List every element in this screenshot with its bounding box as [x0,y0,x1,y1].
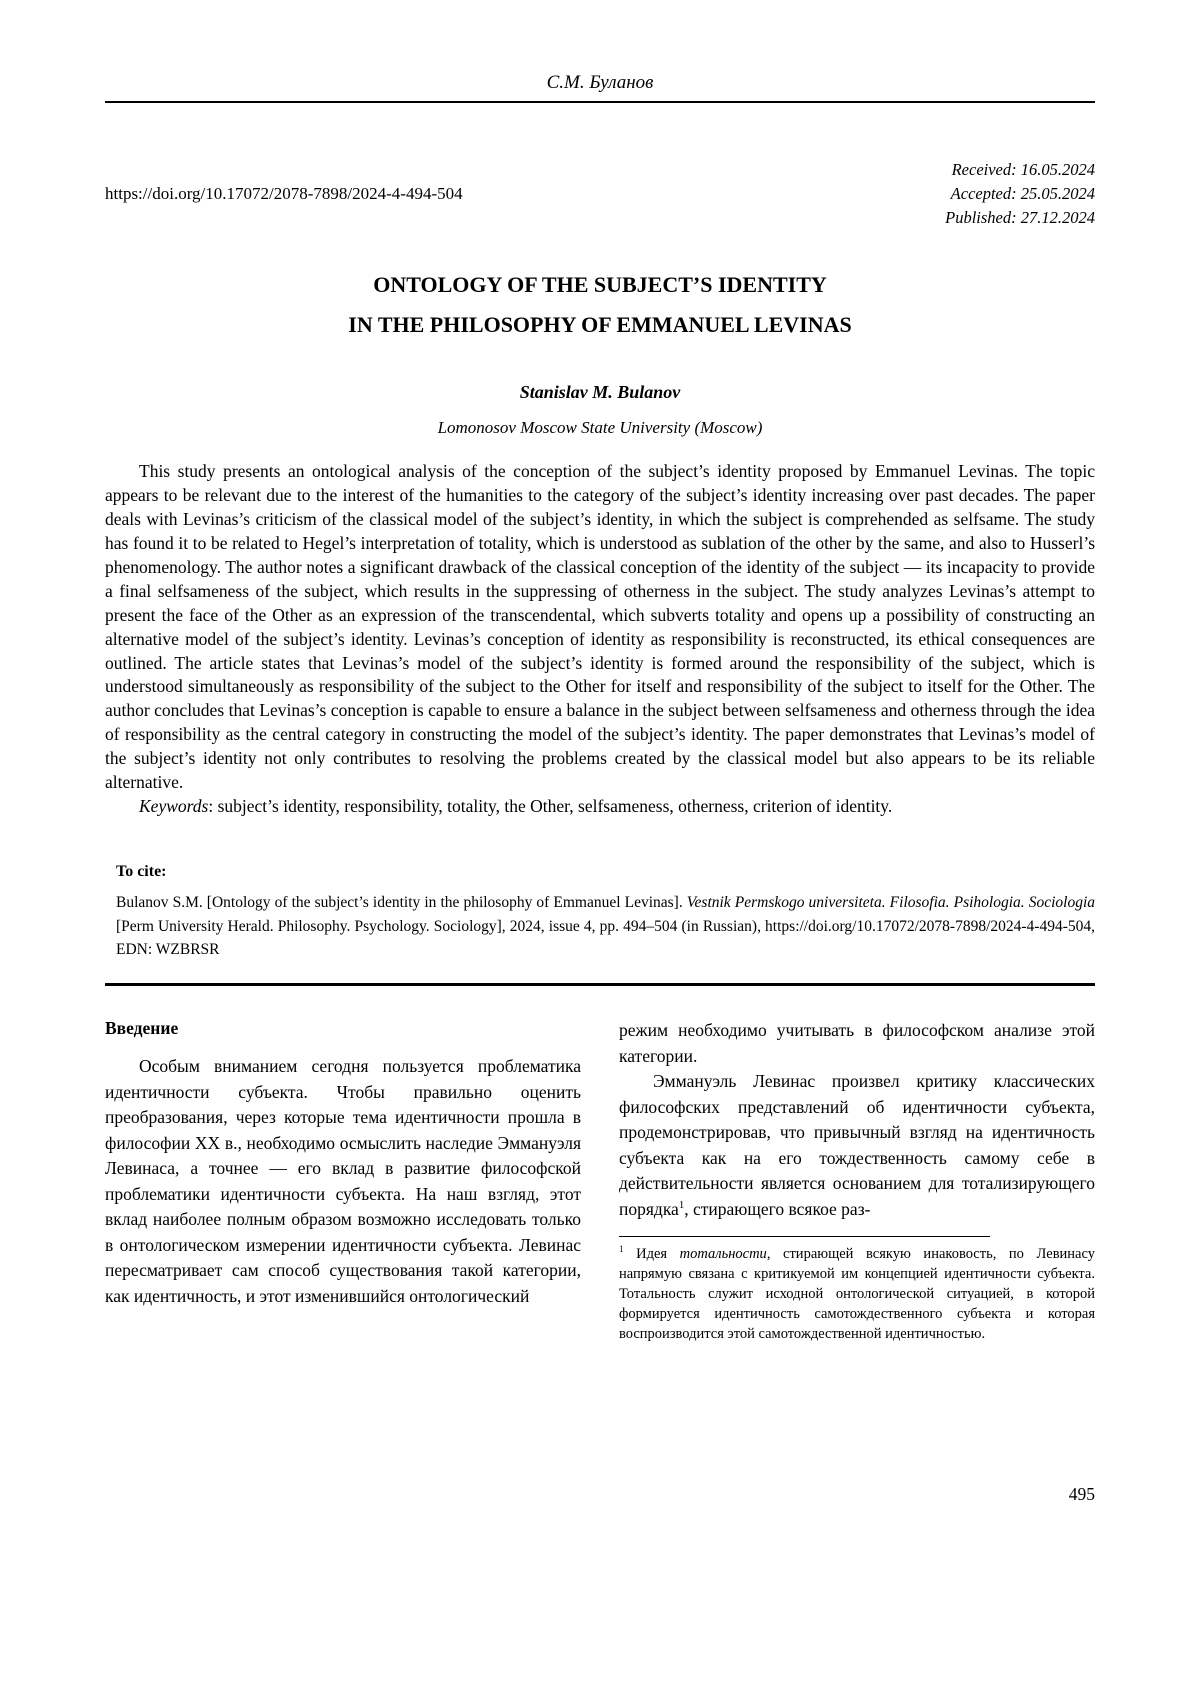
two-column-body [105,1018,1095,1344]
title-line-2: IN THE PHILOSOPHY OF EMMANUEL LEVINAS [348,311,852,337]
running-head-author: С.М. Буланов [546,72,654,93]
author-affiliation: Lomonosov Moscow State University (Moscow) [437,417,763,437]
title-line-1: ONTOLOGY OF THE SUBJECT’S IDENTITY [373,271,827,297]
article-meta [105,158,1095,230]
running-head [105,72,1095,103]
page-number: 495 [1068,1484,1095,1504]
footnote-1-italic-term: тотальности [679,1246,767,1263]
author-name: Stanislav M. Bulanov [519,381,681,402]
footnote-reference-1: 1 [678,1199,685,1212]
citation-journal-name: Vestnik Permskogo universiteta. Filosofia. Psihologia. Sociologia [686,894,1096,912]
keywords-line [105,795,1095,819]
keywords-label: Keywords [139,796,209,817]
accepted-date: Accepted: 25.05.2024 [950,183,1095,203]
right-column [619,1018,1095,1344]
intro-paragraph-1: Особым вниманием сегодня пользуется проблематика идентичности субъекта. Чтобы правильно оценить преобразования, через которые тема идентичности прошла в философии XX в., необходимо осмыслить наследие Эммануэля Левинаса, а точнее — его вклад в развитие философской проблематики идентичности субъекта. На наш взгляд, этот вклад наиболее полным образом возможно исследовать только в онтологическом измерении идентичности субъекта. Левинас пересматривает сам способ существования такой категории, как идентичность, и этот изменившийся онтологический [105,1056,581,1306]
left-column [105,1018,581,1344]
abstract-text: This study presents an ontological analysis of the conception of the subject’s identity proposed by Emmanuel Levinas. The topic appears to be relevant due to the interest of the humanities to the category of the subject’s identity increasing over past decades. The paper deals with Levinas’s criticism of the classical model of the subject’s identity, in which the subject is comprehended as selfsame. The study has found it to be related to Hegel’s interpretation of totality, which is understood as sublation of the other by the same, and also to Husserl’s phenomenology. The author notes a significant drawback of the classical conception of the identity of the subject — its incapacity to provide a final selfsameness of the subject, which results in the suppressing of otherness in the subject. The study analyzes Levinas’s attempt to present the face of the Other as an expression of the transcendental, which subverts totality and opens up a possibility of constructing an alternative model of the subject’s identity. Levinas’s conception of identity as responsibility is reconstructed, its ethical consequences are outlined. The article states that Levinas’s model of the subject’s identity is formed around the responsibility of the subject, which is understood simultaneously as responsibility of the subject to the Other for itself and responsibility of the subject to itself for the Other. The author concludes that Levinas’s conception is capable to ensure a balance in the subject between selfsameness and otherness through the idea of responsibility as the central category in constructing the model of the subject’s identity. The paper demonstrates that Levinas’s model of the subject’s identity not only contributes to resolving the problems created by the classical model but also appears to be its reliable alternative. [105,460,1095,793]
section-heading-introduction: Введение [105,1018,179,1039]
intro-paragraph-2 [619,1069,1095,1222]
doi-text: https://doi.org/10.17072/2078-7898/2024-4-494-504 [105,183,463,203]
article-title [105,271,1095,337]
footnote-1 [619,1244,1095,1344]
intro-paragraph-2-text: Эммануэль Левинас произвел критику классических философских представлений об идентичности субъекта, продемонстрировав, что привычный взгляд на идентичность субъекта как на его тождественность самому себе в действительности является основанием для тотализирующего порядка [619,1071,1095,1219]
keywords-text: : subject’s identity, responsibility, totality, the Other, selfsameness, otherness, criterion of identity. [208,796,893,817]
footnote-block [619,1236,1095,1344]
citation-part-1: Bulanov S.M. [Ontology of the subject’s identity in the philosophy of Emmanuel Levinas]. [116,894,687,912]
section-divider-rule [105,983,1095,986]
intro-paragraph-1-continued: режим необходимо учитывать в философском анализе этой категории. [619,1020,1095,1066]
footnote-1-marker: 1 [619,1244,624,1255]
citation-text [105,891,1095,961]
footnote-1-text-start: Идея [623,1246,680,1263]
citation-part-2: [Perm University Herald. Philosophy. Psychology. Sociology], 2024, issue 4, pp. 494–504 (in Russian), https://doi.org/10.17072/2078-7898/2024-4-494-504, EDN: WZBRSR [116,917,1095,958]
to-cite-label: To cite: [116,863,167,881]
footnote-separator-rule [619,1236,990,1237]
published-date: Published: 27.12.2024 [945,207,1095,227]
received-date: Received: 16.05.2024 [951,160,1095,179]
intro-paragraph-2-end: , стирающего всякое раз- [684,1198,871,1219]
history-dates [945,158,1095,230]
footnote-1-text-rest: , стирающей всякую инаковость, по Левинасу напрямую связана с критикуемой им концепцией идентичности субъекта. Тотальность служит исходной онтологической ситуацией, в которой формируется идентичность самотождественного субъекта и которая воспроизводится этой самотождественной идентичностью. [619,1246,1095,1343]
